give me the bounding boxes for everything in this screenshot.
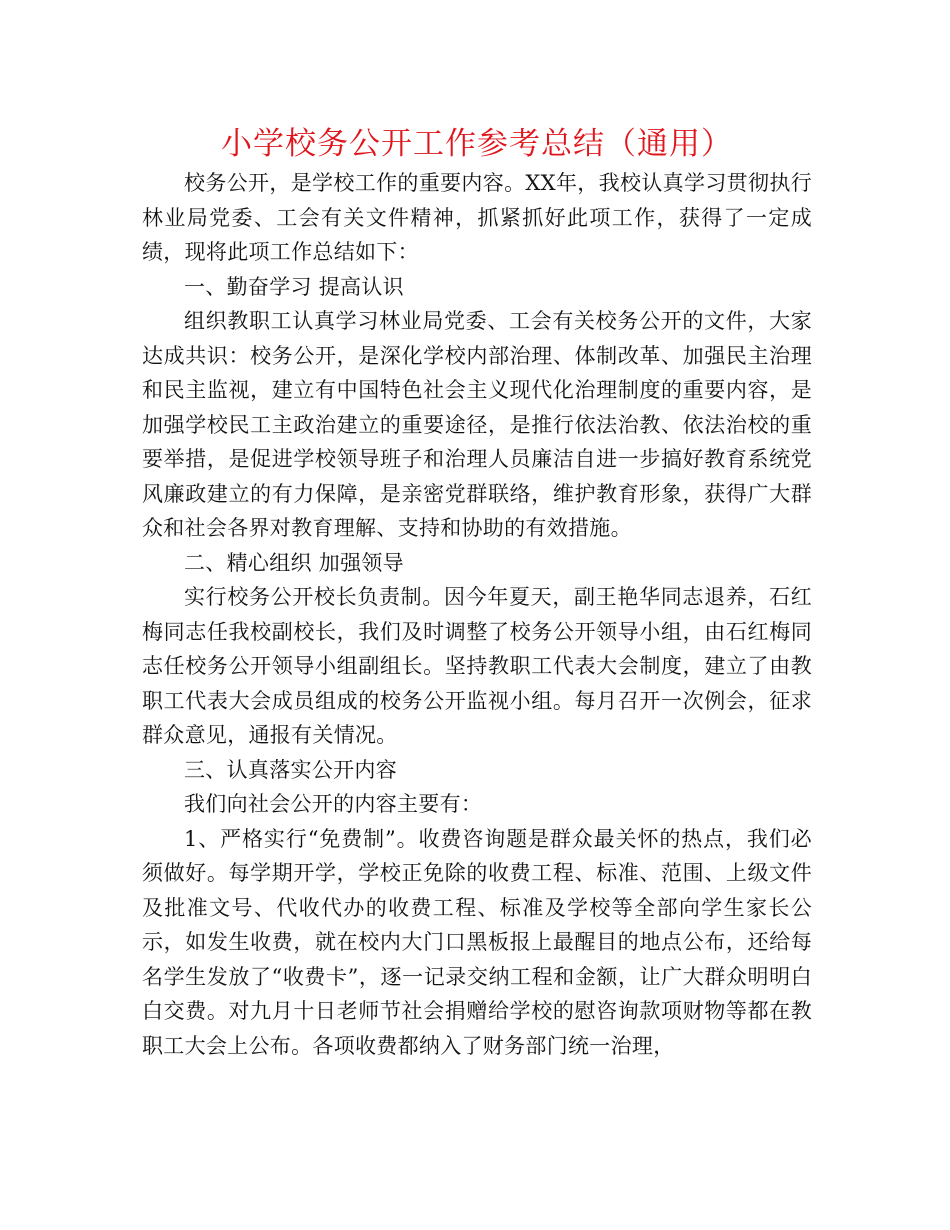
- document-page: [142, 122, 812, 1063]
- section-2-paragraph: 实行校务公开校长负责制。因今年夏天，副王艳华同志退养，石红梅同志任我校副校长，我们及时调整了校务公开领导小组，由石红梅同志任校务公开领导小组副组长。坚持教职工代表大会制度，建立了由教职工代表大会成员组成的校务公开监视小组。每月召开一次例会，征求群众意见，通报有关情况。: [142, 585, 812, 747]
- section-heading-1: 一、勤奋学习 提高认识: [184, 274, 404, 299]
- section-heading-3: 三、认真落实公开内容: [184, 757, 397, 782]
- section-1-paragraph: 组织教职工认真学习林业局党委、工会有关校务公开的文件，大家达成共识：校务公开，是深化学校内部治理、体制改革、加强民主治理和民主监视，建立有中国特色社会主义现代化治理制度的重要内容，是加强学校民工主政治建立的重要途径，是推行依法治教、依法治校的重要举措，是促进学校领导班子和治理人员廉洁自进一步搞好教育系统党风廉政建立的有力保障，是亲密党群联络，维护教育形象，获得广大群众和社会各界对教育理解、支持和协助的有效措施。: [142, 309, 812, 540]
- section-heading-2: 二、精心组织 加强领导: [184, 550, 404, 575]
- section-3-intro: 我们向社会公开的内容主要有：: [184, 792, 483, 816]
- document-title: 小学校务公开工作参考总结（通用）: [221, 126, 733, 162]
- section-3-item-1: 1、严格实行“免费制”。收费咨询题是群众最关怀的热点，我们必须做好。每学期开学，学校正免除的收费工程、标准、范围、上级文件及批准文号、代收代办的收费工程、标准及学校等全部向学生家长公示，如发生收费，就在校内大门口黑板报上最醒目的地点公布，还给每名学生发放了“收费卡”，逐一记录交纳工程和金额，让广大群众明明白白交费。对九月十日老师节社会捐赠给学校的慰咨询款项财物等都在教职工大会上公布。各项收费都纳入了财务部门统一治理，: [142, 826, 812, 1058]
- intro-paragraph: 校务公开，是学校工作的重要内容。XX年，我校认真学习贯彻执行林业局党委、工会有关文件精神，抓紧抓好此项工作，获得了一定成绩，现将此项工作总结如下：: [142, 171, 812, 264]
